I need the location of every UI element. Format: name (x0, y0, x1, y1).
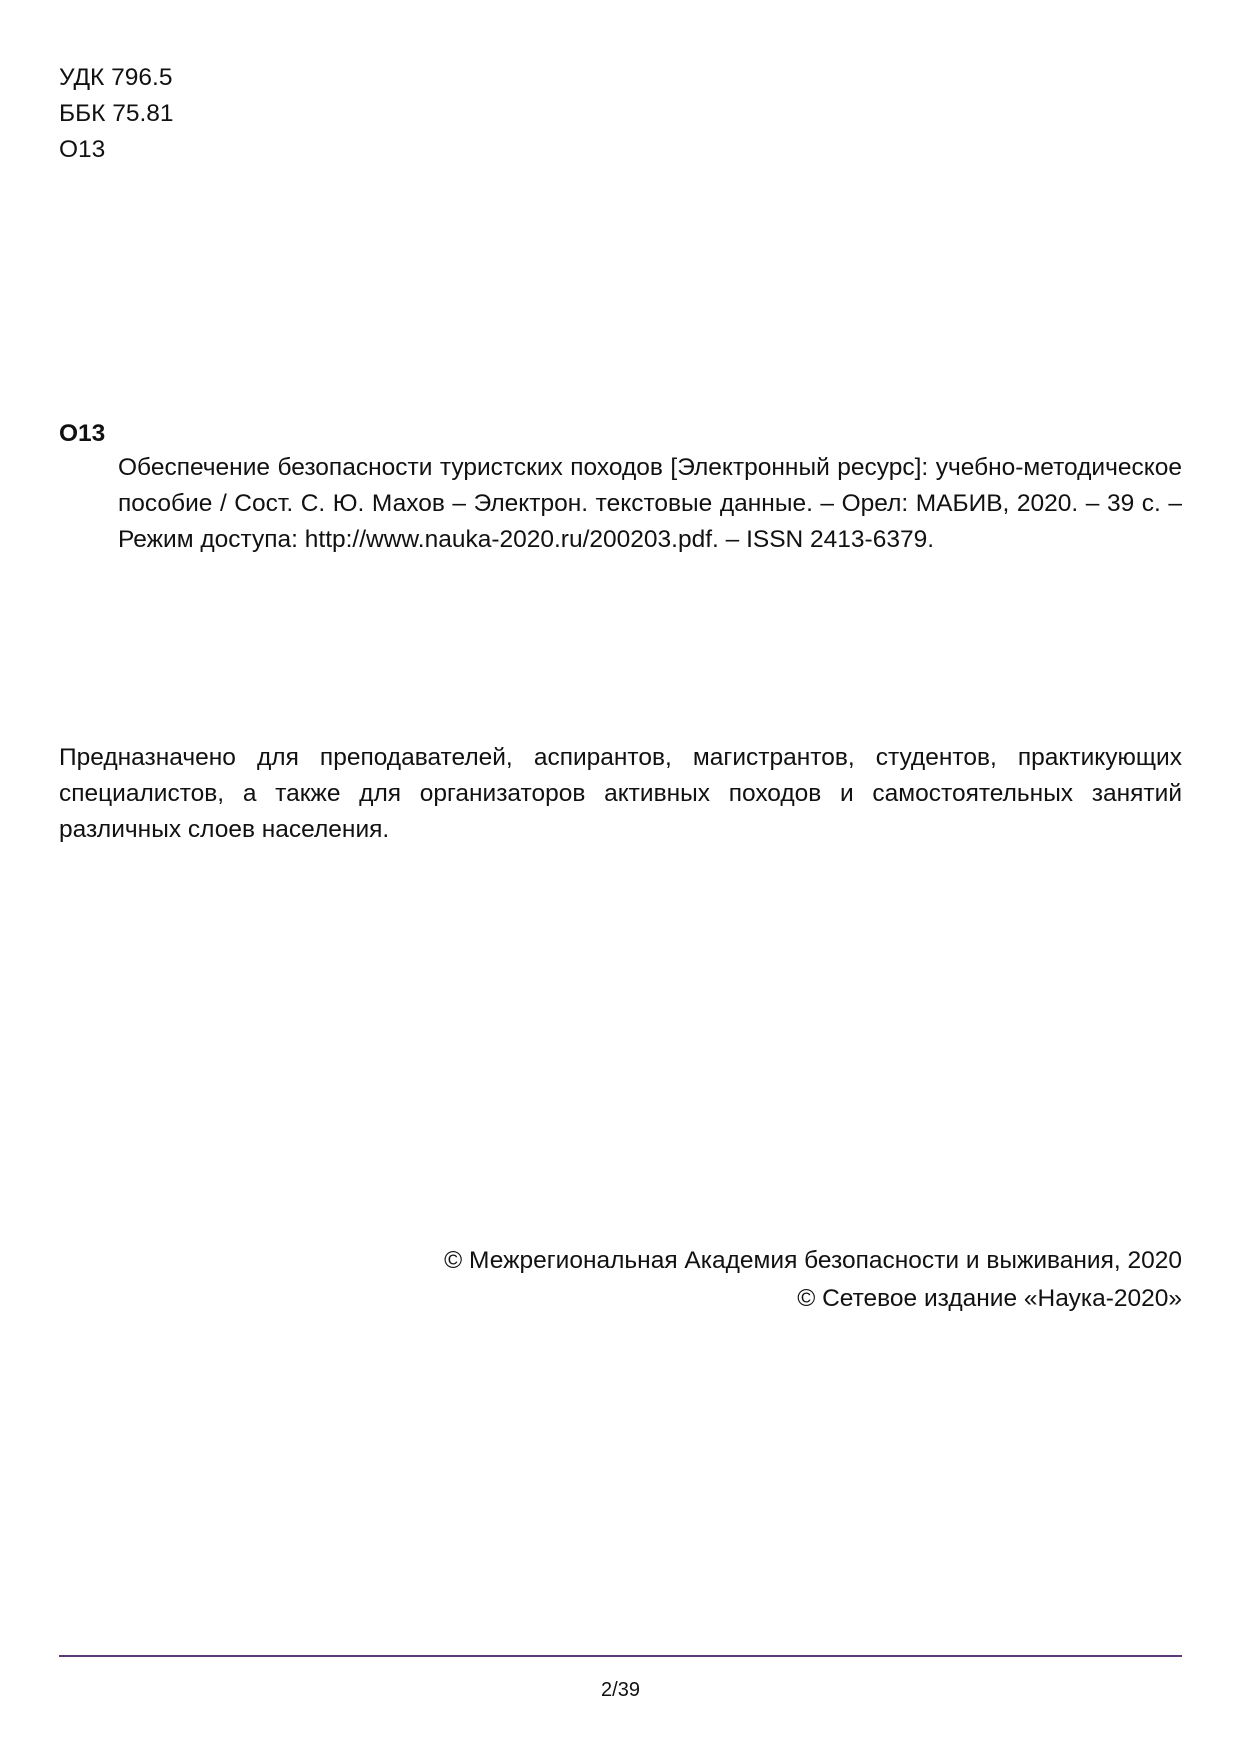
annotation-paragraph: Предназначено для преподавателей, аспирантов, магистрантов, студентов, практикующих специалистов, а также для организаторов активных походов и самостоятельных занятий различных слоев населения. (59, 744, 1182, 843)
copyright-block (444, 1243, 1182, 1319)
footer-divider (59, 1655, 1182, 1657)
udk-code: УДК 796.5 (59, 64, 173, 91)
bbk-code: ББК 75.81 (59, 100, 174, 127)
catalog-entry-description: Обеспечение безопасности туристских походов [Электронный ресурс]: учебно-методическое пособие / Сост. С. Ю. Махов – Электрон. текстовые данные. – Орел: МАБИВ, 2020. – 39 с. – Режим доступа: http://www.nauka-2020.ru/200203.pdf. – ISSN 2413-6379. (118, 454, 1182, 553)
page-number: 2/39 (601, 1679, 640, 1701)
classification-codes (59, 60, 174, 168)
catalog-entry-code: О13 (59, 420, 106, 447)
copyright-line-publisher: © Сетевое издание «Наука-2020» (797, 1285, 1182, 1312)
author-mark: О13 (59, 136, 106, 163)
copyright-line-academy: © Межрегиональная Академия безопасности и выживания, 2020 (444, 1247, 1182, 1274)
